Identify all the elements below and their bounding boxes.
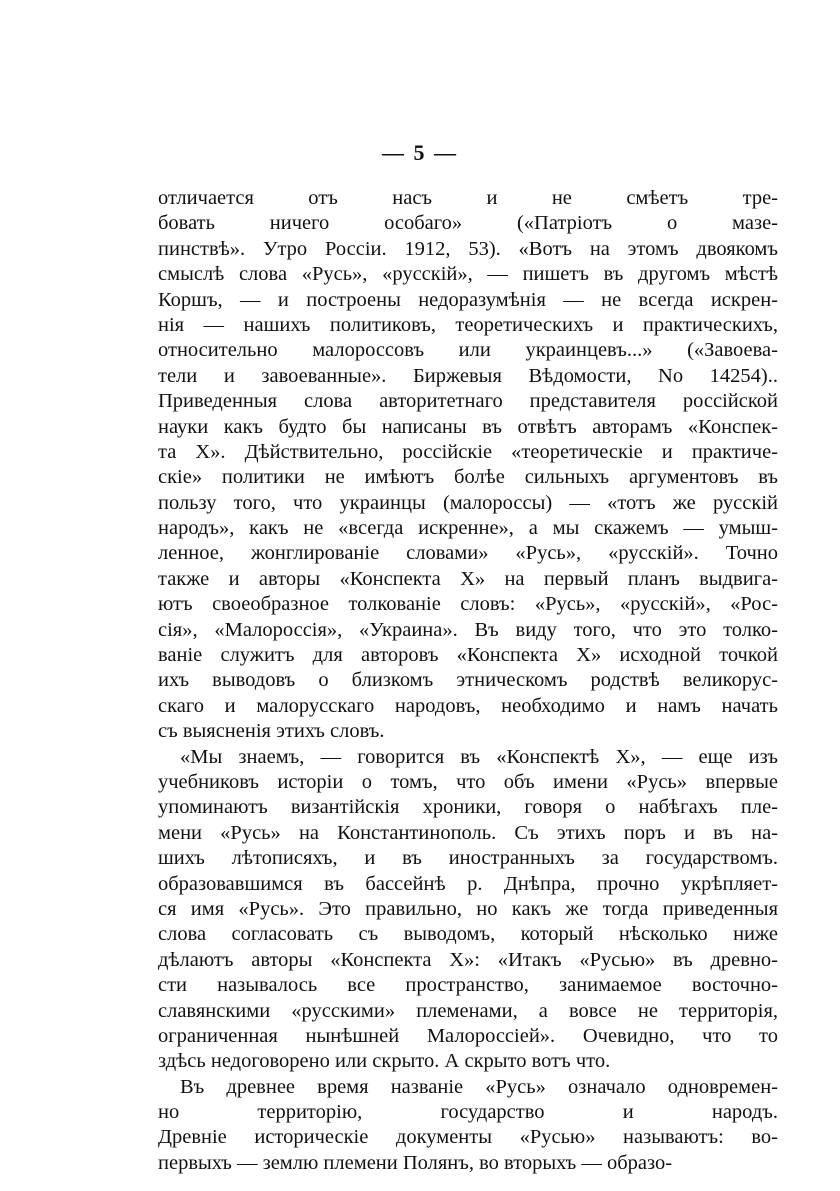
text-line: бовать ничего особаго» («Патріотъ о мазе- [158, 212, 778, 235]
text-line: сти называлось все пространство, занимаемое восточно- [158, 974, 778, 997]
text-line: но территорію, государство и народъ. [158, 1101, 778, 1124]
text-line: науки какъ будто бы написаны въ отвѣтъ авторамъ «Конспек- [158, 415, 778, 438]
text-line: пинствѣ». Утро Россіи. 1912, 53). «Вотъ на этомъ двоякомъ [158, 237, 778, 260]
text-line: упоминаютъ византійскія хроники, говоря о набѣгахъ пле- [158, 796, 778, 819]
text-line: первыхъ — землю племени Полянъ, во вторыхъ — образо- [158, 1151, 673, 1174]
text-line: ваніе служитъ для авторовъ «Конспекта Х» исходной точкой [158, 644, 778, 667]
text-line: отличается отъ насъ и не смѣетъ тре- [158, 187, 778, 209]
text-line: ограниченная нынѣшней Малороссіей». Очевидно, что то [158, 1024, 778, 1047]
text-line: шихъ лѣтописяхъ, и въ иностранныхъ за государствомъ. [158, 847, 778, 870]
text-line: нія — нашихъ политиковъ, теоретическихъ и практическихъ, [158, 313, 778, 336]
text-line: ихъ выводовъ о близкомъ этническомъ родствѣ великорус- [158, 669, 778, 692]
text-line: учебниковъ исторіи о томъ, что объ имени «Русь» впервые [158, 770, 778, 793]
paragraph [158, 1075, 778, 1177]
text-line: здѣсь недоговорено или скрыто. А скрыто вотъ что. [158, 1050, 611, 1073]
text-line: та Х». Дѣйствительно, россійскіе «теоретическіе и практиче- [158, 440, 778, 463]
text-line: «Мы знаемъ, — говорится въ «Конспектѣ Х», — еще изъ [180, 745, 778, 768]
text-line: пользу того, что украинцы (малороссы) — «тотъ же русскій [158, 491, 778, 514]
text-line: скаго и малорусскаго народовъ, необходимо и намъ начать [158, 694, 778, 717]
text-line: Въ древнее время названіе «Русь» означало одновремен- [180, 1075, 778, 1098]
text-line: мени «Русь» на Константинополь. Съ этихъ поръ и въ на- [158, 821, 778, 844]
text-line: народъ», какъ не «всегда искренне», а мы скажемъ — умыш- [158, 517, 778, 540]
text-line: образовавшимся въ бассейнѣ р. Днѣпра, прочно укрѣпляет- [158, 872, 778, 895]
text-line: ютъ своеобразное толкованіе словъ: «Русь», «русскій», «Рос- [158, 593, 778, 616]
text-line: дѣлаютъ авторы «Конспекта Х»: «Итакъ «Русью» въ древно- [158, 948, 778, 971]
text-line: ленное, жонглированіе словами» «Русь», «русскій». Точно [158, 542, 778, 565]
text-line: сія», «Малороссія», «Украина». Въ виду того, что это толко- [158, 618, 778, 641]
text-line: скіе» политики не имѣютъ болѣе сильныхъ аргументовъ въ [158, 466, 778, 489]
text-line: съ выясненія этихъ словъ. [158, 720, 385, 743]
text-line: тели и завоеванные». Биржевыя Вѣдомости, No 14254).. [158, 364, 778, 387]
text-line: славянскими «русскими» племенами, а вовсе не территорія, [158, 999, 778, 1022]
text-line: Приведенныя слова авторитетнаго представителя россійской [158, 390, 778, 413]
body-text [158, 186, 778, 1176]
paragraph [158, 745, 778, 1075]
text-line: относительно малороссовъ или украинцевъ...» («Завоева- [158, 339, 778, 362]
text-line: Древніе историческіе документы «Русью» называютъ: во- [158, 1126, 778, 1149]
text-line: Коршъ, — и построены недоразумѣнія — не всегда искрен- [158, 288, 778, 311]
paragraph [158, 186, 778, 745]
page-number: — 5 — [382, 140, 458, 165]
text-line: смыслѣ слова «Русь», «русскій», — пишетъ въ другомъ мѣстѣ [158, 263, 778, 286]
text-line: также и авторы «Конспекта Х» на первый планъ выдвига- [158, 567, 778, 590]
text-line: ся имя «Русь». Это правильно, но какъ же тогда приведенныя [158, 897, 778, 920]
text-line: слова согласовать съ выводомъ, который нѣсколько ниже [158, 923, 778, 946]
